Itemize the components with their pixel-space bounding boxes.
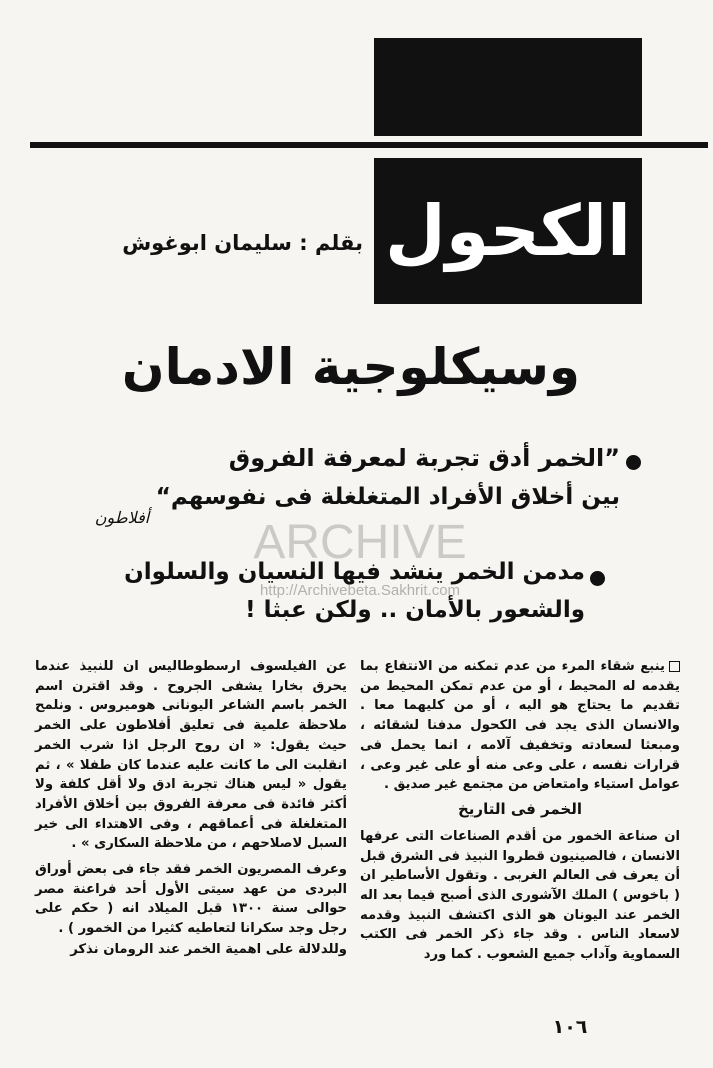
quote-bullet-1 (626, 452, 641, 471)
right-column-paragraph-2: ان صناعة الخمور من أقدم الصناعات التى عرفها الانسان ، فالصينيون قطروا النبيذ فى الشرق قبل أن يعرف فى العالم الغربى . وتقول الأساطير ان ( باخوس ) الملك الآشورى الذى أصبح فيما بعد اله الخمر عند اليونان هو الذى اكتشف النبيذ وقدمه لاسعاد الناس . وقد جاء ذكر الخمر فى الكتب السماوية وآداب جميع الشعوب . كما ورد (360, 828, 680, 963)
watermark-url: http://Archivebeta.Sakhrit.com (259, 582, 461, 599)
quote-bullet-2 (590, 568, 605, 587)
left-column-paragraph-1: عن الفيلسوف ارسطوطاليس ان للنبيذ عندما يحرق بخارا يشفى الجروح . وقد اقترن اسم الخمر باسم الشاعر اليونانى هوميروس . ونلمح ملاحظة علمية فى تعليق أفلاطون على الخمر حيث يقول: « ان روح الرجل اذا شرب الخمر انقلبت الى ما كانت عليه عندما كان طفلا » ، ثم يقول « ليس هناك تجربة ادق ولا أقل كلفة ولا أكثر فائدة فى معرفة الفروق بين أخلاق الأفراد المتغلغلة فى أعماقهم ، وفى الاهتداء الى خير السبل لاصلاحهم ، من ملاحظة السكارى » . (35, 659, 347, 852)
byline: بقلم : سليمان ابوغوش (122, 231, 363, 255)
left-column-paragraph-2: وعرف المصريون الخمر فقد جاء فى بعض أوراق البردى من عهد سيتى الأول أحد فراعنة مصر حوالى سنة ١٣٠٠ قبل الميلاد انه ( حكم على رجل وجد سكرانا لتعاطيه كثيرا من الخمور ) . (35, 862, 347, 937)
header-rule (30, 142, 708, 148)
section-heading: الخمر فى التاريخ (457, 799, 583, 818)
title: الكحول (384, 190, 632, 272)
watermark-brand: ARCHIVE (253, 516, 467, 569)
paragraph-marker-icon (669, 661, 680, 672)
quote-1-line-2: بين أخلاق الأفراد المتغلغلة فى نفوسهم“ (155, 484, 620, 510)
title-box (374, 158, 642, 304)
left-column-paragraph-3: وللدلالة على اهمية الخمر عند الرومان نذكر (70, 941, 347, 957)
left-column (35, 657, 347, 961)
quote-1-attribution: أفلاطون (94, 508, 150, 527)
subtitle: وسيكلوجية الادمان (121, 338, 580, 396)
quote-2-line-2: والشعور بالأمان .. ولكن عبثا ! (245, 597, 585, 623)
right-column (360, 657, 680, 966)
right-column-paragraph-1: ينبع شقاء المرء من عدم تمكنه من الانتفاع بما يقدمه له المحيط ، أو من عدم تمكن المحيط من تقديم ما يحتاج هو اليه ، أو من كليهما معا . والانسان الذى يجد فى الكحول مدفنا لشقائه ، ومبعثا لسعادته وتخفيف آلامه ، انما يحمل فى قرارات نفسه ، على وعى منه أو على غير وعى ، عوامل استياء وامتعاض من مجتمع غير صديق . (360, 659, 680, 793)
quote-1-line-1: ”الخمر أدق تجربة لمعرفة الفروق (228, 444, 620, 472)
header-black-block (374, 38, 642, 136)
quote-2-line-1: مدمن الخمر ينشد فيها النسيان والسلوان (124, 559, 585, 585)
page-number: ١٠٦ (552, 1016, 588, 1038)
